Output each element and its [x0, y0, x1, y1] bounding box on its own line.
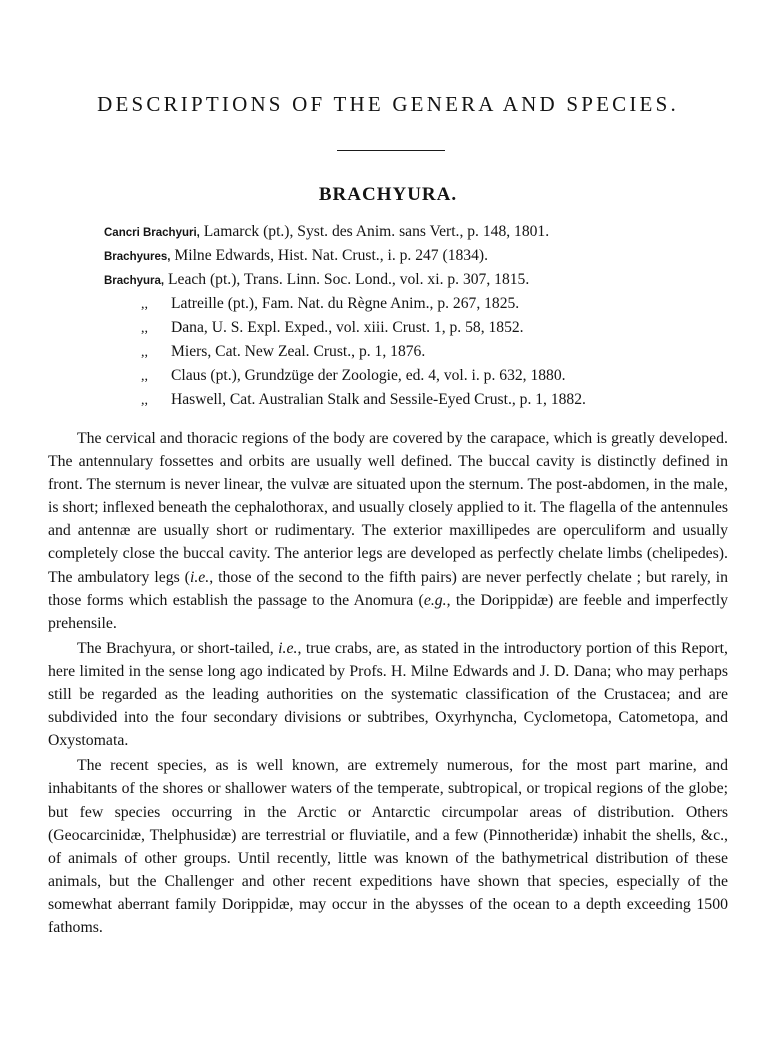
synonym-name: Brachyura, [104, 275, 165, 287]
paragraph-characters [48, 427, 728, 635]
ditto-mark: ,, [141, 369, 148, 384]
text-run: The cervical and thoracic regions of the body are covered by the carapace, which is greatly developed. The antennulary fossettes and orbits are usually well defined. The buccal cavity is distinctly defined in front. The sternum is never linear, the vulvæ are situated upon the sternum. The post-abdomen, in the male, is short; inflexed beneath the cephalothorax, and usually closely applied to it. The flagella of the antennules and antennæ are usually short or rudimentary. The exterior maxillipedes are operculiform and usually completely close the buccal cavity. The anterior legs are developed as perfectly chelate limbs (chelipedes). The ambulatory legs ( [48, 430, 728, 586]
ditto-mark: ,, [141, 297, 148, 312]
synonym-entry [104, 388, 734, 412]
synonym-entry [104, 292, 734, 316]
paragraph-distribution: The recent species, as is well known, are extremely numerous, for the most part marine, and inhabitants of the shores or shallower waters of the temperate, subtropical, or tropical regions of the globe; but few species occurring in the Arctic or Antarctic circumpolar areas of distribution. Others (Geocarcinidæ, Thelphusidæ) are terrestrial or fluviatile, and a few (Pinnotheridæ) inhabit the shells, &c., of animals of other groups. Until recently, little was known of the bathymetrical distribution of these animals, but the Challenger and other recent expeditions have shown that species, especially of the somewhat aberrant family Dorippidæ, may occur in the abysses of the ocean to a depth exceeding 1500 fathoms. [48, 757, 728, 936]
body-text [48, 427, 728, 939]
italic-abbreviation: e.g. [423, 591, 447, 609]
synonym-citation: Haswell, Cat. Australian Stalk and Sessile-Eyed Crust., p. 1, 1882. [171, 391, 586, 408]
synonym-entry [104, 340, 734, 364]
synonymy-list [104, 220, 734, 412]
synonym-name: Cancri Brachyuri, [104, 227, 200, 239]
synonym-entry [104, 364, 734, 388]
text-run: , the Dorippidæ) are feeble and imperfectly prehensile. [48, 591, 728, 632]
synonym-citation: Dana, U. S. Expl. Exped., vol. xiii. Crust. 1, p. 58, 1852. [171, 319, 524, 336]
synonym-citation: Claus (pt.), Grundzüge der Zoologie, ed. 4, vol. i. p. 632, 1880. [171, 367, 566, 384]
text-run: The Brachyura, or short-tailed, [77, 639, 279, 657]
section-title: BRACHYURA. [318, 184, 458, 205]
title-divider [337, 150, 445, 151]
ditto-mark: ,, [141, 321, 148, 336]
page-title: DESCRIPTIONS OF THE GENERA AND SPECIES. [97, 92, 679, 116]
italic-abbreviation: i.e. [278, 639, 298, 657]
synonym-citation: Latreille (pt.), Fam. Nat. du Règne Anim., p. 267, 1825. [171, 295, 520, 312]
synonym-name: Brachyures, [104, 251, 171, 263]
ditto-mark: ,, [141, 393, 148, 408]
synonym-entry [104, 220, 734, 244]
text-run: , true crabs, are, as stated in the introductory portion of this Report, here limited in the sense long ago indicated by Profs. H. Milne Edwards and J. D. Dana; who may perhaps still be regarded as the leading authorities on the systematic classification of the Crustacea; and are subdivided into the four secondary divisions or subtribes, Oxyrhyncha, Cyclometopa, Catometopa, and Oxystomata. [48, 639, 728, 750]
synonym-entry [104, 316, 734, 340]
paragraph-classification [48, 637, 728, 752]
synonym-citation: Lamarck (pt.), Syst. des Anim. sans Vert., p. 148, 1801. [203, 223, 550, 240]
document-page [48, 0, 728, 1050]
synonym-entry [104, 244, 734, 268]
ditto-mark: ,, [141, 345, 148, 360]
synonym-entry [104, 268, 734, 292]
italic-abbreviation: i.e. [189, 568, 210, 586]
synonym-citation: Milne Edwards, Hist. Nat. Crust., i. p. 247 (1834). [174, 247, 488, 264]
synonym-citation: Leach (pt.), Trans. Linn. Soc. Lond., vol. xi. p. 307, 1815. [168, 271, 530, 288]
text-run: , those of the second to the fifth pairs) are never perfectly chelate ; but rarely, in those forms which establish the passage to the Anomura ( [48, 568, 728, 609]
synonym-citation: Miers, Cat. New Zeal. Crust., p. 1, 1876. [171, 343, 426, 360]
